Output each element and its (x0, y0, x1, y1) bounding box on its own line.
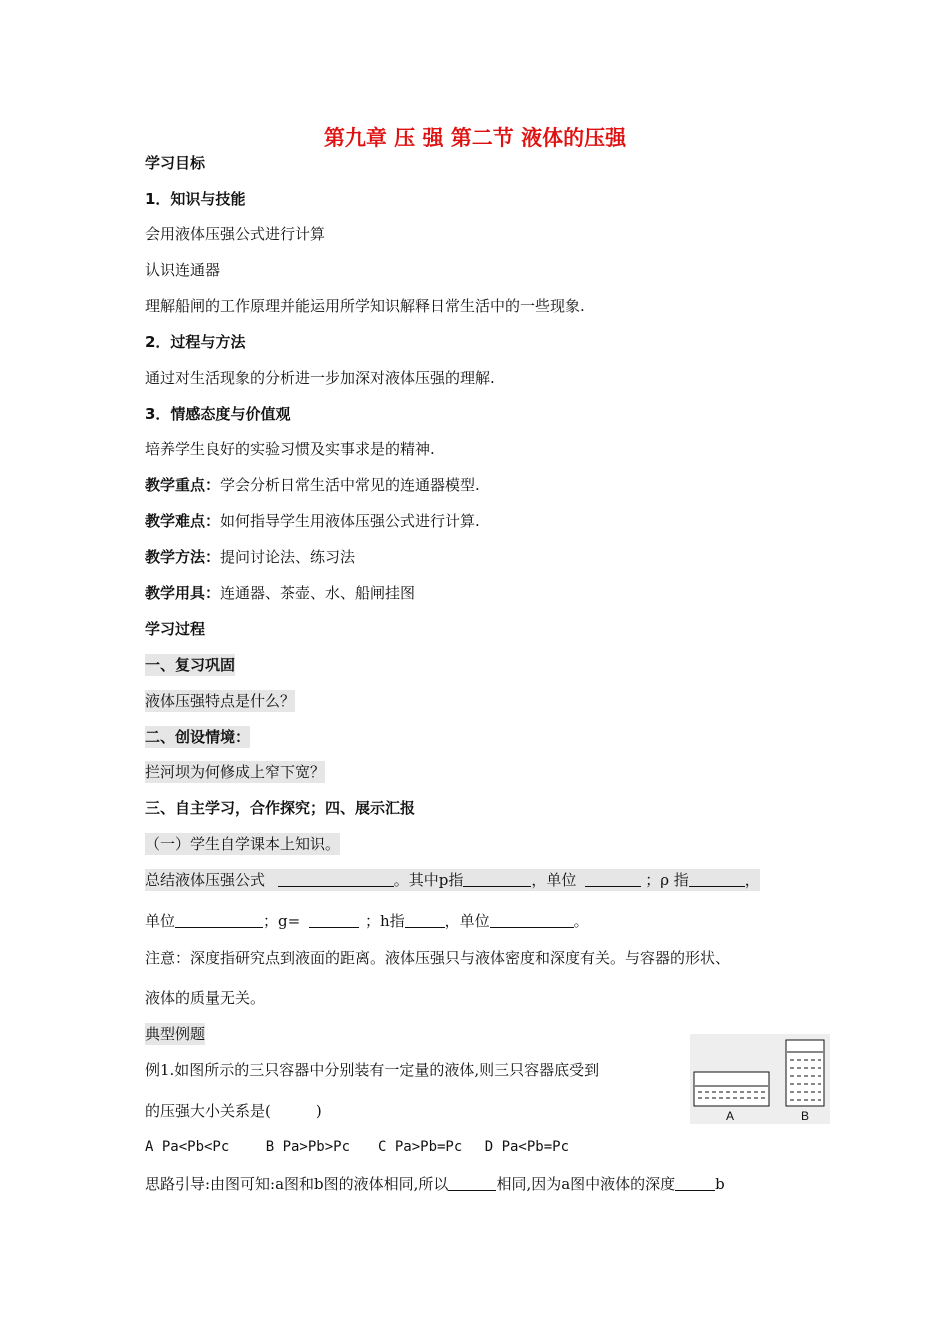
objective-item: 通过对生活现象的分析进一步加深对液体压强的理解. (145, 369, 495, 387)
blank-h-unit[interactable] (490, 912, 574, 928)
objective-item: 认识连通器 (145, 261, 221, 279)
example-heading: 典型例题 (145, 1025, 206, 1043)
hint-text: 思路引导:由图可知:a图和b图的液体相同,所以 (145, 1175, 449, 1193)
teaching-difficulty-label: 教学难点： (145, 512, 221, 530)
review-question: 液体压强特点是什么？ (145, 692, 296, 710)
blank-h-meaning[interactable] (405, 912, 445, 928)
teaching-difficulty (145, 510, 480, 532)
blank-p-meaning[interactable] (463, 871, 531, 887)
blank-hint-2[interactable] (675, 1175, 715, 1191)
label-a: A (726, 1109, 735, 1123)
study-heading: 三、自主学习，合作探究；四、展示汇报 (145, 799, 416, 817)
section-2-heading: 2．过程与方法 (145, 333, 246, 351)
hint-text: 相同,因为a图中液体的深度 (496, 1175, 676, 1193)
page-title: 第九章 压 强 第二节 液体的压强 (323, 126, 627, 150)
objective-item: 会用液体压强公式进行计算 (145, 225, 326, 243)
objective-item: 培养学生良好的实验习惯及实事求是的精神. (145, 440, 435, 458)
blank-hint-1[interactable] (448, 1175, 496, 1191)
containers-diagram (690, 1034, 830, 1124)
example-question-line-2: 的压强大小关系是( ) (145, 1102, 322, 1120)
teaching-difficulty-text: 如何指导学生用液体压强公式进行计算. (220, 512, 480, 530)
units-fill-line (145, 910, 589, 932)
objective-item: 理解船闸的工作原理并能运用所学知识解释日常生活中的一些现象. (145, 297, 585, 315)
blank-rho-meaning[interactable] (689, 871, 745, 887)
section-3-heading: 3．情感态度与价值观 (145, 405, 291, 423)
blank-rho-unit[interactable] (175, 912, 263, 928)
scene-heading: 二、创设情境： (145, 728, 251, 746)
note-line-1: 注意：深度指研究点到液面的距离。液体压强只与液体密度和深度有关。与容器的形状、 (145, 949, 731, 967)
blank-formula[interactable] (278, 871, 394, 887)
g-label: ；g= (263, 912, 301, 930)
teaching-focus-label: 教学重点： (145, 476, 221, 494)
teaching-method (145, 546, 355, 568)
objectives-heading: 学习目标 (145, 154, 206, 172)
review-heading: 一、复习巩固 (145, 656, 236, 674)
teaching-method-text: 提问讨论法、练习法 (220, 548, 356, 566)
comma: ， (744, 871, 760, 889)
formula-fill-line (145, 869, 760, 891)
h-label: ；h指 (364, 912, 405, 930)
study-subheading: （一）学生自学课本上知识。 (145, 835, 341, 853)
unit-label: ，单位 (531, 871, 577, 889)
hint-line (145, 1173, 725, 1195)
teaching-tools-text: 连通器、茶壶、水、船闸挂图 (220, 584, 416, 602)
period: 。 (573, 912, 589, 930)
label-b: B (801, 1109, 810, 1123)
process-heading: 学习过程 (145, 620, 206, 638)
teaching-tools-label: 教学用具： (145, 584, 221, 602)
teaching-tools (145, 582, 415, 604)
blank-g-value[interactable] (309, 912, 359, 928)
hint-text: b (715, 1175, 725, 1193)
unit-label: ，单位 (444, 912, 490, 930)
teaching-focus (145, 474, 480, 496)
answer-options: A Pa<Pb<Pc B Pa>Pb>Pc C Pa>Pb=Pc D Pa<Pb=Pc (145, 1139, 570, 1155)
teaching-method-label: 教学方法： (145, 548, 221, 566)
scene-question: 拦河坝为何修成上窄下宽？ (145, 763, 326, 781)
section-1-heading: 1．知识与技能 (145, 190, 246, 208)
containers-figure (690, 1034, 830, 1124)
formula-text: 总结液体压强公式 (145, 871, 266, 889)
p-label: 。其中p指 (393, 871, 464, 889)
example-question-line-1: 例1.如图所示的三只容器中分别装有一定量的液体,则三只容器底受到 (145, 1061, 600, 1079)
rho-label: ；ρ 指 (645, 871, 689, 889)
unit-label: 单位 (145, 912, 176, 930)
teaching-focus-text: 学会分析日常生活中常见的连通器模型. (220, 476, 480, 494)
blank-p-unit[interactable] (585, 871, 641, 887)
note-line-2: 液体的质量无关。 (145, 989, 266, 1007)
